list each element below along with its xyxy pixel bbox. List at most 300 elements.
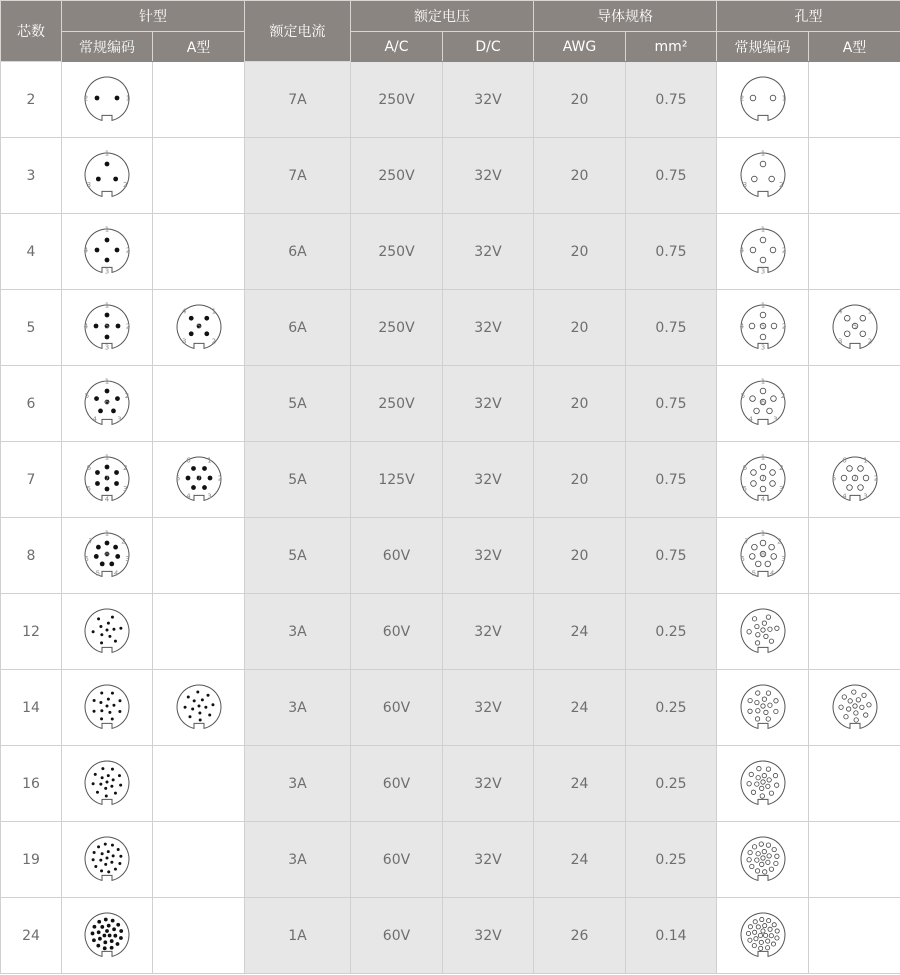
contact-number-label: 1 xyxy=(781,94,786,102)
pin-contact xyxy=(111,918,115,922)
hole-contact xyxy=(748,924,752,928)
contact-number-label: 4 xyxy=(104,495,110,503)
hole-contact xyxy=(760,627,764,631)
mm2-cell: 0.25 xyxy=(626,594,717,670)
header-hole-normal: 常规编码 xyxy=(717,32,809,62)
mm2-cell: 0.25 xyxy=(626,746,717,822)
pin-normal-diagram xyxy=(79,756,135,812)
mm2-cell: 0.25 xyxy=(626,822,717,898)
contact-number-label: 5 xyxy=(760,322,765,330)
hole-contact xyxy=(746,857,750,861)
table-row xyxy=(1,670,900,746)
pin-a-cell xyxy=(153,822,245,898)
hole-normal-diagram xyxy=(735,908,791,964)
hole-normal-diagram xyxy=(735,224,791,280)
pin-contact xyxy=(100,717,103,720)
current-cell: 7A xyxy=(245,62,351,138)
pin-contact xyxy=(119,854,122,857)
hole-contact xyxy=(750,469,756,475)
hole-contact xyxy=(767,703,771,707)
ac-voltage-cell: 60V xyxy=(351,670,443,746)
hole-contact xyxy=(769,480,775,486)
contact-number-label: 1 xyxy=(104,301,110,309)
current-cell: 6A xyxy=(245,214,351,290)
table-row xyxy=(1,822,900,898)
awg-cell: 20 xyxy=(534,138,626,214)
hole-contact xyxy=(749,553,755,559)
table-row xyxy=(1,898,900,974)
hole-contact xyxy=(753,919,757,923)
dc-voltage-cell: 32V xyxy=(443,898,534,974)
contact-number-label: 5 xyxy=(175,474,180,482)
hole-contact xyxy=(774,626,778,630)
pin-contact xyxy=(116,323,121,328)
contact-number-label: 7 xyxy=(196,474,201,482)
hole-contact xyxy=(766,777,770,781)
pin-contact xyxy=(110,939,114,943)
pin-contact xyxy=(119,626,122,629)
contact-number-label: 4 xyxy=(739,246,744,254)
pin-contact xyxy=(110,860,113,863)
pin-contact xyxy=(191,707,194,710)
contact-number-label: 3 xyxy=(778,484,783,493)
pin-a-cell xyxy=(153,898,245,974)
contact-number-label: 1 xyxy=(867,307,872,316)
hole-contact xyxy=(749,864,753,868)
pin-contact xyxy=(93,709,96,712)
pin-contact xyxy=(103,933,107,937)
pin-contact xyxy=(107,697,110,700)
contact-number-label: 2 xyxy=(780,391,785,400)
hole-contact xyxy=(760,464,766,470)
pin-contact xyxy=(206,693,209,696)
pin-contact xyxy=(94,772,97,775)
pin-contact xyxy=(192,699,195,702)
pin-contact xyxy=(105,334,110,339)
hole-contact xyxy=(759,940,763,944)
hole-contact xyxy=(844,330,850,336)
pin-contact xyxy=(114,639,117,642)
awg-cell: 26 xyxy=(534,898,626,974)
hole-contact xyxy=(754,781,758,785)
pin-contact xyxy=(188,315,193,320)
ac-voltage-cell: 250V xyxy=(351,62,443,138)
pin-contact xyxy=(119,929,123,933)
pin-contact xyxy=(105,794,108,797)
contact-number-label: 5 xyxy=(84,391,90,400)
pin-contact xyxy=(99,625,102,628)
contact-number-label: 3 xyxy=(862,492,868,501)
pin-normal-cell xyxy=(62,366,153,442)
hole-contact xyxy=(859,330,865,336)
awg-cell: 24 xyxy=(534,594,626,670)
hole-contact xyxy=(751,544,757,550)
pin-contact xyxy=(93,924,97,928)
pin-contact xyxy=(95,95,100,100)
hole-contact xyxy=(853,710,857,714)
table-row xyxy=(1,746,900,822)
cores-cell: 16 xyxy=(1,746,62,822)
hole-contact xyxy=(747,709,751,713)
hole-contact xyxy=(846,484,852,490)
hole-contact xyxy=(857,465,863,471)
contact-number-label: 5 xyxy=(742,484,747,493)
hole-contact xyxy=(758,946,762,950)
dc-voltage-cell: 32V xyxy=(443,62,534,138)
pin-contact xyxy=(105,486,110,491)
pin-contact xyxy=(95,247,100,252)
hole-normal-diagram xyxy=(735,376,791,432)
pin-contact xyxy=(113,544,118,549)
pin-contact xyxy=(188,331,193,336)
hole-contact xyxy=(760,312,766,318)
pin-contact xyxy=(101,776,104,779)
hole-contact xyxy=(852,703,856,707)
contact-number-label: 7 xyxy=(88,536,93,545)
contact-number-label: 5 xyxy=(95,568,101,577)
pin-normal-cell xyxy=(62,822,153,898)
pin-contact xyxy=(111,843,114,846)
pin-contact xyxy=(196,690,199,693)
table-row xyxy=(1,214,900,290)
mm2-cell: 0.75 xyxy=(626,290,717,366)
header-hole-type: 孔型 xyxy=(717,1,900,32)
table-body xyxy=(1,62,900,974)
contact-number-label: 3 xyxy=(206,492,212,501)
pin-contact xyxy=(118,861,121,864)
dc-voltage-cell: 32V xyxy=(443,214,534,290)
pin-contact xyxy=(204,315,209,320)
pin-contact xyxy=(188,715,191,718)
hole-contact xyxy=(770,247,776,253)
pin-contact xyxy=(105,540,110,545)
hole-contact xyxy=(772,922,776,926)
hole-contact xyxy=(766,716,770,720)
contact-number-label: 5 xyxy=(104,322,110,330)
pin-contact xyxy=(116,942,120,946)
hole-contact xyxy=(750,480,756,486)
contact-number-label: 3 xyxy=(772,415,778,423)
pin-contact xyxy=(116,922,120,926)
pin-normal-diagram xyxy=(79,300,135,356)
pin-contact xyxy=(204,331,209,336)
hole-normal-cell xyxy=(717,138,809,214)
pin-normal-cell xyxy=(62,746,153,822)
contact-number-label: 1 xyxy=(862,455,868,464)
contact-number-label: 3 xyxy=(780,554,786,563)
hole-contact xyxy=(760,793,764,797)
awg-cell: 20 xyxy=(534,442,626,518)
ac-voltage-cell: 60V xyxy=(351,518,443,594)
hole-contact xyxy=(856,697,860,701)
hole-a-diagram xyxy=(827,452,883,508)
mm2-cell: 0.25 xyxy=(626,670,717,746)
hole-contact xyxy=(755,868,759,872)
pin-contact xyxy=(114,867,117,870)
contact-number-label: 3 xyxy=(181,336,186,345)
pin-contact xyxy=(105,237,110,242)
contact-number-label: 4 xyxy=(185,492,191,501)
hole-contact xyxy=(755,708,759,712)
contact-number-label: 2 xyxy=(776,536,782,545)
pin-contact xyxy=(103,946,107,950)
pin-normal-diagram xyxy=(79,832,135,888)
contact-number-label: 4 xyxy=(739,322,744,330)
pin-a-cell xyxy=(153,62,245,138)
contact-number-label: 2 xyxy=(867,336,872,345)
hole-contact xyxy=(763,933,767,937)
hole-contact xyxy=(750,247,756,253)
hole-contact xyxy=(770,395,776,401)
hole-contact xyxy=(755,851,759,855)
hole-normal-cell xyxy=(717,898,809,974)
current-cell: 3A xyxy=(245,746,351,822)
hole-normal-diagram xyxy=(735,148,791,204)
pin-contact xyxy=(112,778,115,781)
pin-contact xyxy=(106,856,109,859)
hole-normal-cell xyxy=(717,670,809,746)
contact-number-label: 1 xyxy=(760,149,765,157)
hole-contact xyxy=(759,917,763,921)
pin-contact xyxy=(111,615,114,618)
cores-cell: 2 xyxy=(1,62,62,138)
pin-contact xyxy=(191,485,196,490)
hole-contact xyxy=(755,561,761,567)
hole-normal-diagram xyxy=(735,452,791,508)
header-rated-current: 额定电流 xyxy=(245,1,351,62)
hole-normal-diagram xyxy=(735,528,791,584)
hole-contact xyxy=(755,690,759,694)
pin-contact xyxy=(93,851,96,854)
hole-a-cell xyxy=(809,214,900,290)
connector-outline xyxy=(741,684,785,727)
dc-voltage-cell: 32V xyxy=(443,442,534,518)
hole-contact xyxy=(760,334,766,340)
pin-contact xyxy=(114,791,117,794)
table-row xyxy=(1,138,900,214)
contact-number-label: 5 xyxy=(196,322,201,330)
current-cell: 5A xyxy=(245,366,351,442)
contact-number-label: 4 xyxy=(83,322,89,330)
hole-contact xyxy=(762,849,766,853)
pin-contact xyxy=(98,936,102,940)
pin-contact xyxy=(208,713,211,716)
pin-contact xyxy=(112,627,115,630)
hole-contact xyxy=(746,629,750,633)
pin-contact xyxy=(108,933,112,937)
hole-contact xyxy=(768,176,774,182)
pin-contact xyxy=(191,466,196,471)
hole-contact xyxy=(760,703,764,707)
hole-contact xyxy=(765,945,769,949)
contact-number-label: 4 xyxy=(837,307,842,316)
contact-number-label: 3 xyxy=(125,554,130,563)
pin-contact xyxy=(197,704,200,707)
contact-number-label: 1 xyxy=(760,301,765,309)
contact-number-label: 1 xyxy=(104,377,110,385)
hole-contact xyxy=(771,847,775,851)
pin-contact xyxy=(112,854,115,857)
hole-contact xyxy=(766,842,770,846)
contact-number-label: 4 xyxy=(113,568,119,577)
contact-number-label: 1 xyxy=(104,453,110,461)
pin-contact xyxy=(99,858,102,861)
contact-number-label: 6 xyxy=(739,554,745,563)
hole-contact xyxy=(843,714,847,718)
hole-contact xyxy=(752,844,756,848)
hole-normal-cell xyxy=(717,62,809,138)
ac-voltage-cell: 250V xyxy=(351,138,443,214)
header-ac: A/C xyxy=(351,32,443,62)
pin-a-cell xyxy=(153,594,245,670)
hole-contact xyxy=(773,698,777,702)
hole-a-cell xyxy=(809,822,900,898)
current-cell: 6A xyxy=(245,290,351,366)
hole-contact xyxy=(859,315,865,321)
header-dc: D/C xyxy=(443,32,534,62)
dc-voltage-cell: 32V xyxy=(443,594,534,670)
hole-contact xyxy=(760,540,766,546)
pin-contact xyxy=(113,933,117,937)
hole-contact xyxy=(755,775,759,779)
pin-contact xyxy=(106,704,109,707)
cores-cell: 8 xyxy=(1,518,62,594)
pin-contact xyxy=(114,470,119,475)
pin-contact xyxy=(109,561,114,566)
pin-contact xyxy=(92,630,95,633)
hole-contact xyxy=(851,689,855,693)
table-row xyxy=(1,518,900,594)
awg-cell: 20 xyxy=(534,214,626,290)
contact-number-label: 5 xyxy=(831,474,836,482)
hole-contact xyxy=(766,690,770,694)
header-pin-a: A型 xyxy=(153,32,245,62)
pin-normal-cell xyxy=(62,898,153,974)
contact-number-label: 2 xyxy=(125,322,131,330)
contact-number-label: 2 xyxy=(739,94,744,102)
header-conductor: 导体规格 xyxy=(534,1,717,32)
pin-contact xyxy=(204,705,207,708)
cores-cell: 24 xyxy=(1,898,62,974)
hole-contact xyxy=(846,706,850,710)
hole-contact xyxy=(842,694,846,698)
dc-voltage-cell: 32V xyxy=(443,518,534,594)
cores-cell: 19 xyxy=(1,822,62,898)
contact-number-label: 2 xyxy=(778,180,783,189)
hole-contact xyxy=(866,702,870,706)
hole-contact xyxy=(770,95,776,101)
pin-contact xyxy=(98,408,103,413)
contact-number-label: 4 xyxy=(760,495,765,503)
hole-contact xyxy=(764,561,770,567)
connector-outline xyxy=(85,152,129,195)
contact-number-label: 1 xyxy=(104,149,110,157)
hole-contact xyxy=(762,620,766,624)
pin-contact xyxy=(107,774,110,777)
pin-contact xyxy=(100,561,105,566)
ac-voltage-cell: 250V xyxy=(351,290,443,366)
hole-contact xyxy=(771,323,777,329)
dc-voltage-cell: 32V xyxy=(443,138,534,214)
hole-contact xyxy=(759,862,763,866)
awg-cell: 20 xyxy=(534,366,626,442)
pin-contact xyxy=(104,862,107,865)
pin-contact xyxy=(104,917,108,921)
hole-normal-cell xyxy=(717,518,809,594)
pin-contact xyxy=(100,633,103,636)
hole-contact xyxy=(773,861,777,865)
current-cell: 5A xyxy=(245,518,351,594)
contact-number-label: 3 xyxy=(86,180,92,189)
hole-contact xyxy=(760,257,766,263)
pin-contact xyxy=(211,703,214,706)
hole-contact xyxy=(841,475,847,481)
hole-contact xyxy=(759,841,763,845)
hole-contact xyxy=(773,709,777,713)
pin-normal-cell xyxy=(62,138,153,214)
contact-number-label: 3 xyxy=(122,484,128,493)
hole-contact xyxy=(774,782,778,786)
hole-contact xyxy=(760,855,764,859)
contact-number-label: 5 xyxy=(751,568,756,577)
dc-voltage-cell: 32V xyxy=(443,290,534,366)
hole-contact xyxy=(756,924,760,928)
header-pin-type: 针型 xyxy=(62,1,245,32)
hole-contact xyxy=(747,938,751,942)
contact-number-label: 1 xyxy=(104,225,110,233)
ac-voltage-cell: 250V xyxy=(351,366,443,442)
pin-a-diagram xyxy=(171,452,227,508)
pin-contact xyxy=(95,470,100,475)
cores-cell: 3 xyxy=(1,138,62,214)
connector-outline xyxy=(741,912,785,955)
pin-contact xyxy=(100,925,104,929)
pin-contact xyxy=(106,628,109,631)
hole-contact xyxy=(767,627,771,631)
mm2-cell: 0.75 xyxy=(626,62,717,138)
hole-contact xyxy=(770,553,776,559)
hole-contact xyxy=(769,866,773,870)
hole-normal-diagram xyxy=(735,604,791,660)
awg-cell: 24 xyxy=(534,822,626,898)
hole-a-cell xyxy=(809,746,900,822)
pin-normal-cell xyxy=(62,442,153,518)
pin-contact xyxy=(97,919,101,923)
contact-number-label: 2 xyxy=(121,536,126,545)
table-row xyxy=(1,290,900,366)
hole-contact xyxy=(754,700,758,704)
pin-contact xyxy=(105,257,110,262)
pin-contact xyxy=(107,923,111,927)
pin-a-cell xyxy=(153,138,245,214)
pin-contact xyxy=(207,475,212,480)
contact-number-label: 1 xyxy=(760,529,765,537)
pin-contact xyxy=(111,717,114,720)
pin-contact xyxy=(200,698,203,701)
contact-number-label: 4 xyxy=(747,415,753,423)
mm2-cell: 0.75 xyxy=(626,518,717,594)
pin-contact xyxy=(105,161,110,166)
pin-contact xyxy=(186,695,189,698)
contact-number-label: 7 xyxy=(852,474,857,482)
pin-contact xyxy=(97,930,101,934)
hole-a-cell xyxy=(809,366,900,442)
pin-normal-diagram xyxy=(79,148,135,204)
hole-contact xyxy=(766,614,770,618)
pin-contact xyxy=(100,691,103,694)
hole-a-cell xyxy=(809,62,900,138)
hole-contact xyxy=(774,935,778,939)
